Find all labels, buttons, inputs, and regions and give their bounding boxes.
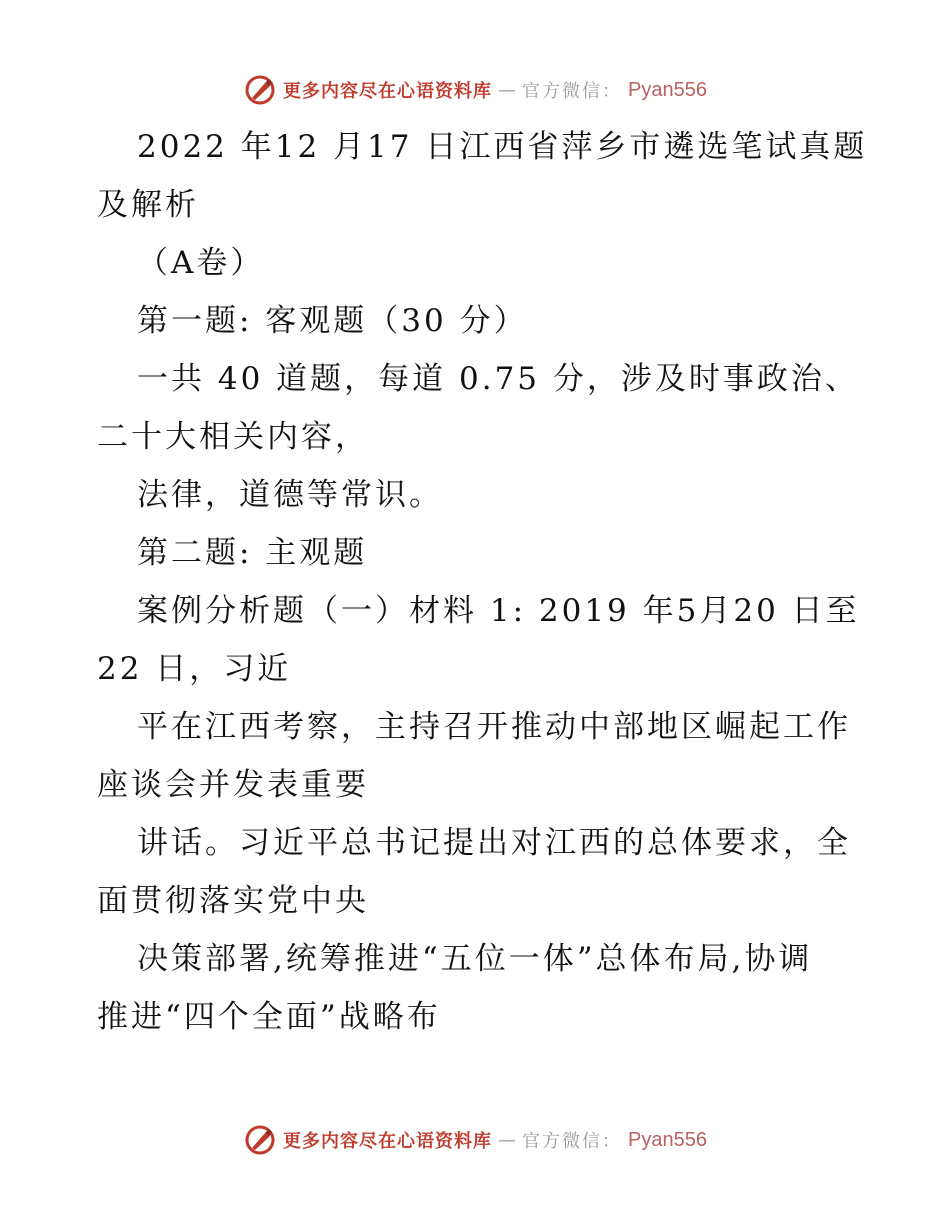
document-body [97,118,872,1046]
text-line: 决策部署,统筹推进“五位一体”总体布局,协调 [137,941,813,977]
text-line: 及解析 [97,187,199,223]
watermark-footer [0,1120,950,1160]
text-line: 一共 40 道题，每道 0.75 分，涉及时事政治、 [137,361,859,397]
pen-nib-logo-icon [243,1123,277,1157]
text-line: 第一题: 客观题（30 分） [137,303,528,339]
text-line: 案例分析题（一）材料 1: 2019 年5月20 日至 [137,593,860,629]
text-line: 二十大相关内容， [97,419,369,455]
watermark-label: 官方微信： [522,81,623,102]
text-line: 平在江西考察，主持召开推动中部地区崛起工作 [137,709,851,745]
text-line: （A卷） [137,245,265,281]
watermark-separator: — [498,1129,517,1151]
watermark-header [0,70,950,110]
watermark-wechat-id: Pyan556 [628,78,707,101]
watermark-wechat-id: Pyan556 [628,1128,707,1151]
watermark-brand: 更多内容尽在心语资料库 [283,81,493,102]
text-line: 面贯彻落实党中央 [97,883,369,919]
watermark-label: 官方微信： [522,1131,623,1152]
text-line: 座谈会并发表重要 [97,767,369,803]
text-line: 推进“四个全面”战略布 [97,999,441,1035]
text-line: 讲话。习近平总书记提出对江西的总体要求，全 [137,825,851,861]
text-line: 法律，道德等常识。 [137,477,443,513]
text-line: 2022 年12 月17 日江西省萍乡市遴选笔试真题 [137,129,868,165]
text-line: 22 日，习近 [97,651,292,687]
text-line: 第二题: 主观题 [137,535,368,571]
pen-nib-logo-icon [243,73,277,107]
watermark-brand: 更多内容尽在心语资料库 [283,1131,493,1152]
watermark-separator: — [498,79,517,101]
